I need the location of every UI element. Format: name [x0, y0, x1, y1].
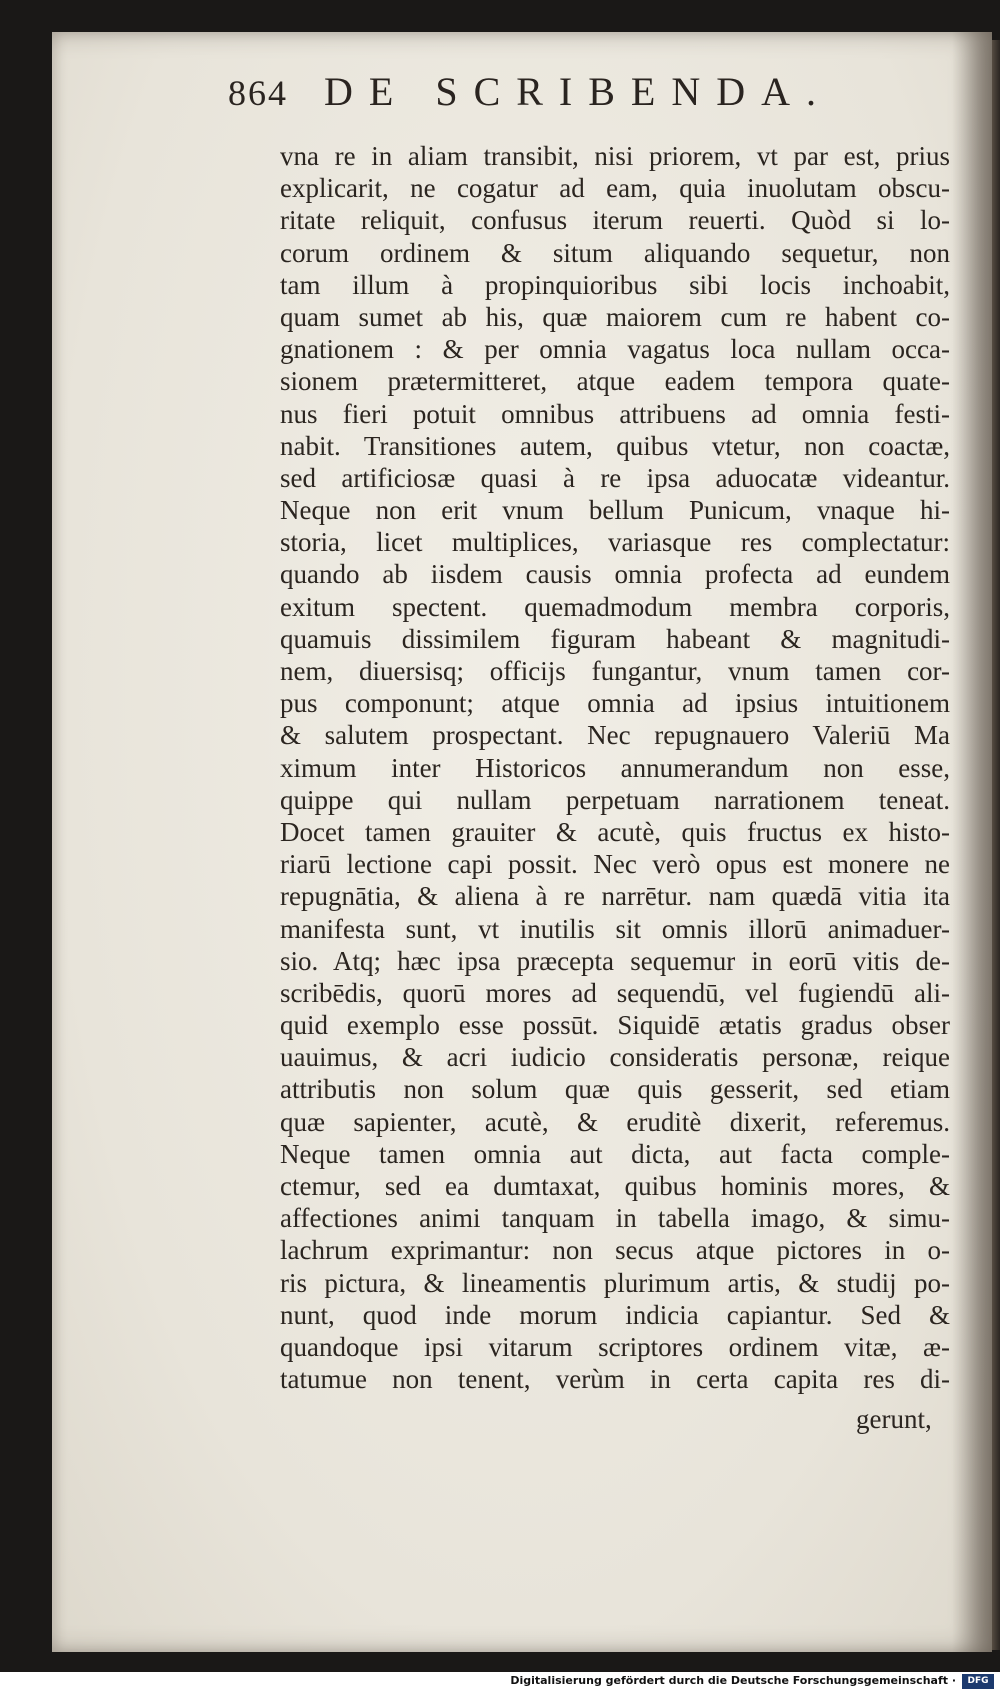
text-line: Docet tamen grauiter & acutè, quis fructus ex histo-: [280, 816, 950, 847]
text-line: gnationem : & per omnia vagatus loca nullam occa-: [280, 334, 950, 365]
text-line: repugnātia, & aliena à re narrētur. nam quædā vitia ita: [280, 881, 950, 912]
text-line: sed artificiosæ quasi à re ipsa aduocatæ videantur.: [280, 462, 950, 493]
text-line: uauimus, & acri iudicio consideratis personæ, reique: [280, 1042, 950, 1073]
text-line: nunt, quod inde morum indicia capiantur. Sed &: [280, 1299, 950, 1330]
text-line: lachrum exprimantur: non secus atque pictores in o-: [280, 1235, 950, 1266]
text-line: ritate reliquit, confusus iterum reuerti. Quòd si lo-: [280, 205, 950, 236]
text-line: quam sumet ab his, quæ maiorem cum re habent co-: [280, 301, 950, 332]
dfg-logo: DFG: [962, 1674, 994, 1689]
text-line: ris pictura, & lineamentis plurimum artis, & studij po-: [280, 1267, 950, 1298]
running-head: [228, 68, 833, 128]
text-line: nabit. Transitiones autem, quibus vtetur, non coactæ,: [280, 430, 950, 461]
text-line: quid exemplo esse possūt. Siquidē ætatis gradus obser: [280, 1010, 950, 1041]
running-title: DE SCRIBENDA.: [324, 69, 833, 114]
text-line: quandoque ipsi vitarum scriptores ordinem vitæ, æ-: [280, 1331, 950, 1362]
text-line: exitum spectent. quemadmodum membra corporis,: [280, 591, 950, 622]
text-line: storia, licet multiplices, variasque res complectatur:: [280, 527, 950, 558]
text-line: tam illum à propinquioribus sibi locis inchoabit,: [280, 269, 950, 300]
text-line: attributis non solum quæ quis gesserit, sed etiam: [280, 1074, 950, 1105]
text-line: quamuis dissimilem figuram habeant & magnitudi-: [280, 623, 950, 654]
digitization-credit: Digitalisierung gefördert durch die Deutsche Forschungsgemeinschaft ·: [510, 1674, 956, 1687]
text-line: nem, diuersisq; officijs fungantur, vnum tamen cor-: [280, 656, 950, 686]
text-line: pus componunt; atque omnia ad ipsius intuitionem: [280, 688, 950, 719]
gutter-shadow: [952, 32, 992, 1652]
text-line: quippe qui nullam perpetuam narrationem teneat.: [280, 784, 950, 815]
text-line: manifesta sunt, vt inutilis sit omnis illorū animaduer-: [280, 913, 950, 944]
text-line: vna re in aliam transibit, nisi priorem, vt par est, prius: [280, 141, 950, 171]
body-text: [280, 140, 950, 1395]
text-line: quando ab iisdem causis omnia profecta ad eundem: [280, 559, 950, 590]
text-line: & salutem prospectant. Nec repugnauero Valeriū Ma: [280, 720, 950, 751]
text-line: ctemur, sed ea dumtaxat, quibus hominis mores, &: [280, 1171, 950, 1201]
text-line: riarū lectione capi possit. Nec verò opus est monere ne: [280, 849, 950, 880]
text-line: affectiones animi tanquam in tabella imago, & simu-: [280, 1203, 950, 1234]
text-line: sionem prætermitteret, atque eadem tempora quate-: [280, 366, 950, 397]
text-line: nus fieri potuit omnibus attribuens ad omnia festi-: [280, 398, 950, 429]
page-number: 864: [228, 73, 288, 113]
text-line: ximum inter Historicos annumerandum non esse,: [280, 752, 950, 783]
text-line: sio. Atq; hæc ipsa præcepta sequemur in eorū vitis de-: [280, 945, 950, 976]
text-line: Neque tamen omnia aut dicta, aut facta comple-: [280, 1138, 950, 1169]
text-line: Neque non erit vnum bellum Punicum, vnaque hi-: [280, 495, 950, 526]
text-line: scribēdis, quorū mores ad sequendū, vel fugiendū ali-: [280, 977, 950, 1008]
text-line: explicarit, ne cogatur ad eam, quia inuolutam obscu-: [280, 173, 950, 204]
catchword: gerunt,: [856, 1404, 932, 1434]
text-line: tatumue non tenent, verùm in certa capita res di-: [280, 1364, 950, 1395]
text-line: corum ordinem & situm aliquando sequetur, non: [280, 237, 950, 268]
text-line: quæ sapienter, acutè, & eruditè dixerit, referemus.: [280, 1106, 950, 1137]
